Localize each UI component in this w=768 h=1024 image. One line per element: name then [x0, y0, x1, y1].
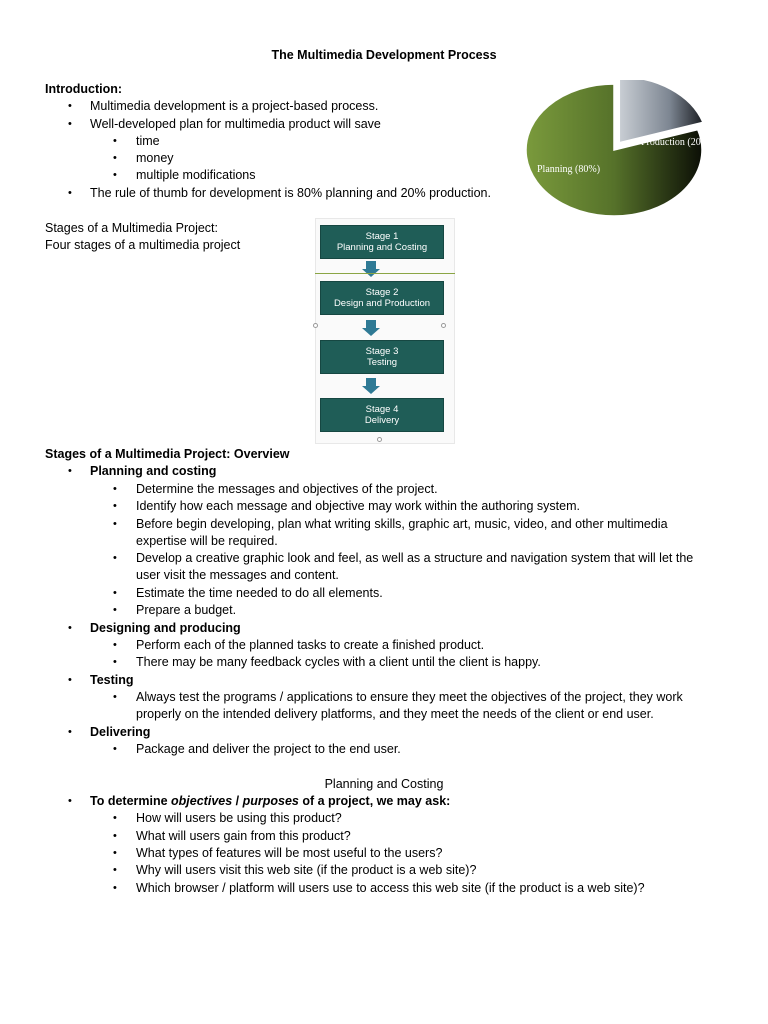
bullet: • — [68, 674, 72, 686]
stage-2-number: Stage 2 — [365, 287, 399, 298]
planning-production-pie-chart — [524, 80, 724, 220]
stage-3-number: Stage 3 — [365, 346, 399, 357]
planning-item-5: Estimate the time needed to do all elements. — [136, 586, 383, 600]
stage-2-box — [320, 281, 444, 315]
intro-sub-2: money — [136, 151, 174, 165]
planning-costing-heading: Planning and Costing — [324, 777, 444, 791]
question-4: Why will users visit this web site (if the product is a web site)? — [136, 863, 477, 877]
bullet: • — [113, 864, 117, 876]
bullet: • — [68, 795, 72, 807]
planning-item-1: Determine the messages and objectives of the project. — [136, 482, 438, 496]
bullet: • — [113, 656, 117, 668]
bullet: • — [113, 639, 117, 651]
bullet: • — [113, 518, 117, 530]
intro-heading: Introduction: — [45, 82, 123, 96]
designing-item-2: There may be many feedback cycles with a client until the client is happy. — [136, 655, 541, 669]
overview-heading: Stages of a Multimedia Project: Overview — [45, 447, 290, 461]
stages-heading: Stages of a Multimedia Project: — [45, 221, 218, 235]
stage-3-box — [320, 340, 444, 374]
bullet: • — [68, 118, 72, 130]
lead-emphasis-purposes: purposes — [242, 794, 299, 808]
intro-bullet-2: Well-developed plan for multimedia product will save — [90, 117, 381, 131]
bullet: • — [68, 726, 72, 738]
bullet: • — [113, 691, 117, 703]
lead-part: of a project, we may ask: — [298, 794, 451, 808]
question-3: What types of features will be most useful to the users? — [136, 846, 443, 860]
stage-1-number: Stage 1 — [365, 231, 399, 242]
bullet: • — [113, 812, 117, 824]
testing-item-1: Always test the programs / applications to ensure they meet the objectives of the project, they work properly on the intended delivery platforms, and they meet the needs of the client or end user. — [136, 690, 683, 721]
overview-delivering: Delivering — [90, 725, 151, 739]
delivering-item-1: Package and deliver the project to the end user. — [136, 742, 401, 756]
intro-sub-1: time — [136, 134, 160, 148]
pie-label-planning: Planning (80%) — [537, 164, 601, 175]
overview-planning: Planning and costing — [90, 464, 217, 478]
intro-bullet-1: Multimedia development is a project-based process. — [90, 99, 379, 113]
resize-handle[interactable] — [313, 323, 318, 328]
bullet: • — [113, 830, 117, 842]
intro-sub-3: multiple modifications — [136, 168, 256, 182]
designing-item-1: Perform each of the planned tasks to create a finished product. — [136, 638, 485, 652]
planning-item-2: Identify how each message and objective may work within the authoring system. — [136, 499, 580, 513]
bullet: • — [113, 500, 117, 512]
stages-flowchart — [315, 218, 455, 444]
bullet: • — [113, 152, 117, 164]
bullet: • — [113, 847, 117, 859]
planning-item-4: Develop a creative graphic look and feel, as well as a structure and navigation system that will let the user visit the messages and content. — [136, 551, 694, 582]
bullet: • — [113, 743, 117, 755]
planning-costing-lead — [90, 793, 450, 810]
stage-4-name: Delivery — [364, 415, 400, 426]
planning-item-6: Prepare a budget. — [136, 603, 237, 617]
resize-handle[interactable] — [441, 323, 446, 328]
question-2: What will users gain from this product? — [136, 829, 351, 843]
bullet: • — [68, 465, 72, 477]
guide-line — [315, 273, 455, 274]
stage-3-name: Testing — [366, 357, 398, 368]
bullet: • — [68, 187, 72, 199]
bullet: • — [113, 483, 117, 495]
bullet: • — [113, 552, 117, 564]
intro-bullet-3: The rule of thumb for development is 80% planning and 20% production. — [90, 186, 491, 200]
pie-label-production: Production (20%) — [641, 137, 713, 148]
stage-1-name: Planning and Costing — [336, 242, 428, 253]
question-1: How will users be using this product? — [136, 811, 342, 825]
stage-1-box — [320, 225, 444, 259]
overview-designing: Designing and producing — [90, 621, 241, 635]
stage-2-name: Design and Production — [333, 298, 431, 309]
question-5: Which browser / platform will users use to access this web site (if the product is a web site)? — [136, 881, 645, 895]
bullet: • — [68, 100, 72, 112]
stage-4-box — [320, 398, 444, 432]
stages-subheading: Four stages of a multimedia project — [45, 238, 241, 252]
resize-handle[interactable] — [377, 437, 382, 442]
planning-item-3: Before begin developing, plan what writing skills, graphic art, music, video, and other multimedia expertise will be required. — [136, 517, 668, 548]
bullet: • — [113, 135, 117, 147]
overview-testing: Testing — [90, 673, 134, 687]
bullet: • — [113, 587, 117, 599]
bullet: • — [113, 169, 117, 181]
stage-4-number: Stage 4 — [365, 404, 399, 415]
lead-part: To determine — [90, 794, 172, 808]
bullet: • — [113, 604, 117, 616]
bullet: • — [68, 622, 72, 634]
bullet: • — [113, 882, 117, 894]
lead-emphasis-objectives: objectives — [171, 794, 233, 808]
lead-part: / — [232, 794, 243, 808]
page-title: The Multimedia Development Process — [271, 48, 497, 62]
